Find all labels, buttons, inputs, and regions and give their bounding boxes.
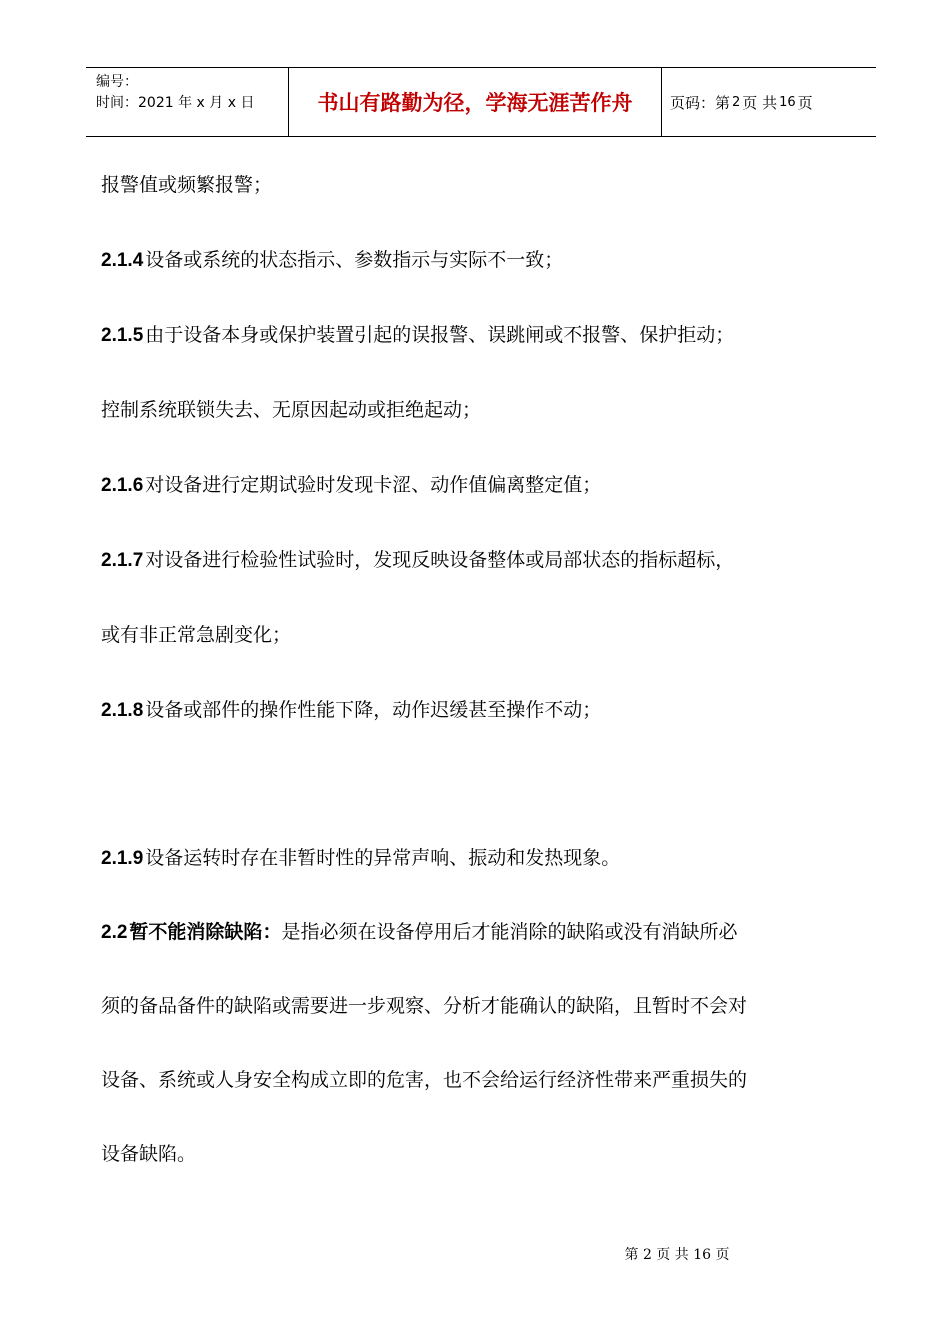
line-text: 设备、系统或人身安全构成立即的危害，也不会给运行经济性带来严重损失的 — [101, 1069, 748, 1091]
page-mid: 页 共 — [742, 93, 778, 112]
body-line — [101, 991, 747, 1021]
clause-number: 2.1.6 — [101, 475, 144, 496]
time-label: 时间：2021 年 x 月 x 日 — [96, 95, 255, 111]
header-meta — [86, 68, 288, 136]
page-suffix: 页 — [797, 93, 813, 112]
page-total: 16 — [779, 94, 796, 110]
clause-number: 2.1.5 — [101, 325, 144, 346]
clause-number: 2.1.4 — [101, 250, 144, 271]
page-prefix: 页码：第 — [670, 93, 731, 112]
clause-number: 2.1.9 — [101, 848, 144, 869]
line-text: 或有非正常急剧变化； — [101, 624, 292, 646]
clause-2-1-7 — [101, 545, 734, 575]
page-current: 2 — [732, 94, 741, 110]
section-text: 是指必须在设备停用后才能消除的缺陷或没有消缺所必 — [281, 921, 738, 943]
body-line — [101, 1065, 747, 1095]
body-line — [101, 395, 481, 425]
clause-text: 对设备进行定期试验时发现卡涩、动作值偏离整定值； — [145, 474, 602, 496]
header-motto: 书山有路勤为径，学海无涯苦作舟 — [288, 68, 662, 136]
clause-text: 设备运转时存在非暂时性的异常声响、振动和发热现象。 — [145, 847, 621, 869]
section-colon: ： — [262, 921, 282, 943]
line-text: 控制系统联锁失去、无原因起动或拒绝起动； — [101, 399, 482, 421]
line-text: 设备缺陷。 — [101, 1143, 197, 1165]
page-header — [86, 67, 876, 137]
clause-text: 设备或系统的状态指示、参数指示与实际不一致； — [145, 249, 564, 271]
clause-text: 由于设备本身或保护装置引起的误报警、误跳闸或不报警、保护拒动； — [145, 324, 735, 346]
clause-2-1-9 — [101, 843, 620, 873]
clause-2-1-5 — [101, 320, 734, 350]
clause-2-1-4 — [101, 245, 563, 275]
clause-text: 设备或部件的操作性能下降，动作迟缓甚至操作不动； — [145, 699, 602, 721]
clause-2-1-6 — [101, 470, 601, 500]
clause-number: 2.1.8 — [101, 700, 144, 721]
body-line — [101, 620, 291, 650]
line-text: 须的备品备件的缺陷或需要进一步观察、分析才能确认的缺陷，且暂时不会对 — [101, 995, 748, 1017]
clause-text: 对设备进行检验性试验时，发现反映设备整体或局部状态的指标超标， — [145, 549, 735, 571]
footer-page-number: 第 2 页 共 16 页 — [624, 1247, 730, 1263]
clause-number: 2.1.7 — [101, 550, 144, 571]
section-number: 2.2 — [101, 922, 128, 943]
section-2-2-heading — [101, 917, 737, 947]
body-line — [101, 170, 272, 200]
body-line — [101, 1139, 196, 1169]
clause-2-1-8 — [101, 695, 601, 725]
header-page-number — [662, 68, 876, 136]
page-footer — [0, 1244, 950, 1264]
serial-label: 编号： — [96, 74, 138, 90]
section-title: 暂不能消除缺陷 — [129, 921, 263, 943]
line-text: 报警值或频繁报警； — [101, 174, 273, 196]
